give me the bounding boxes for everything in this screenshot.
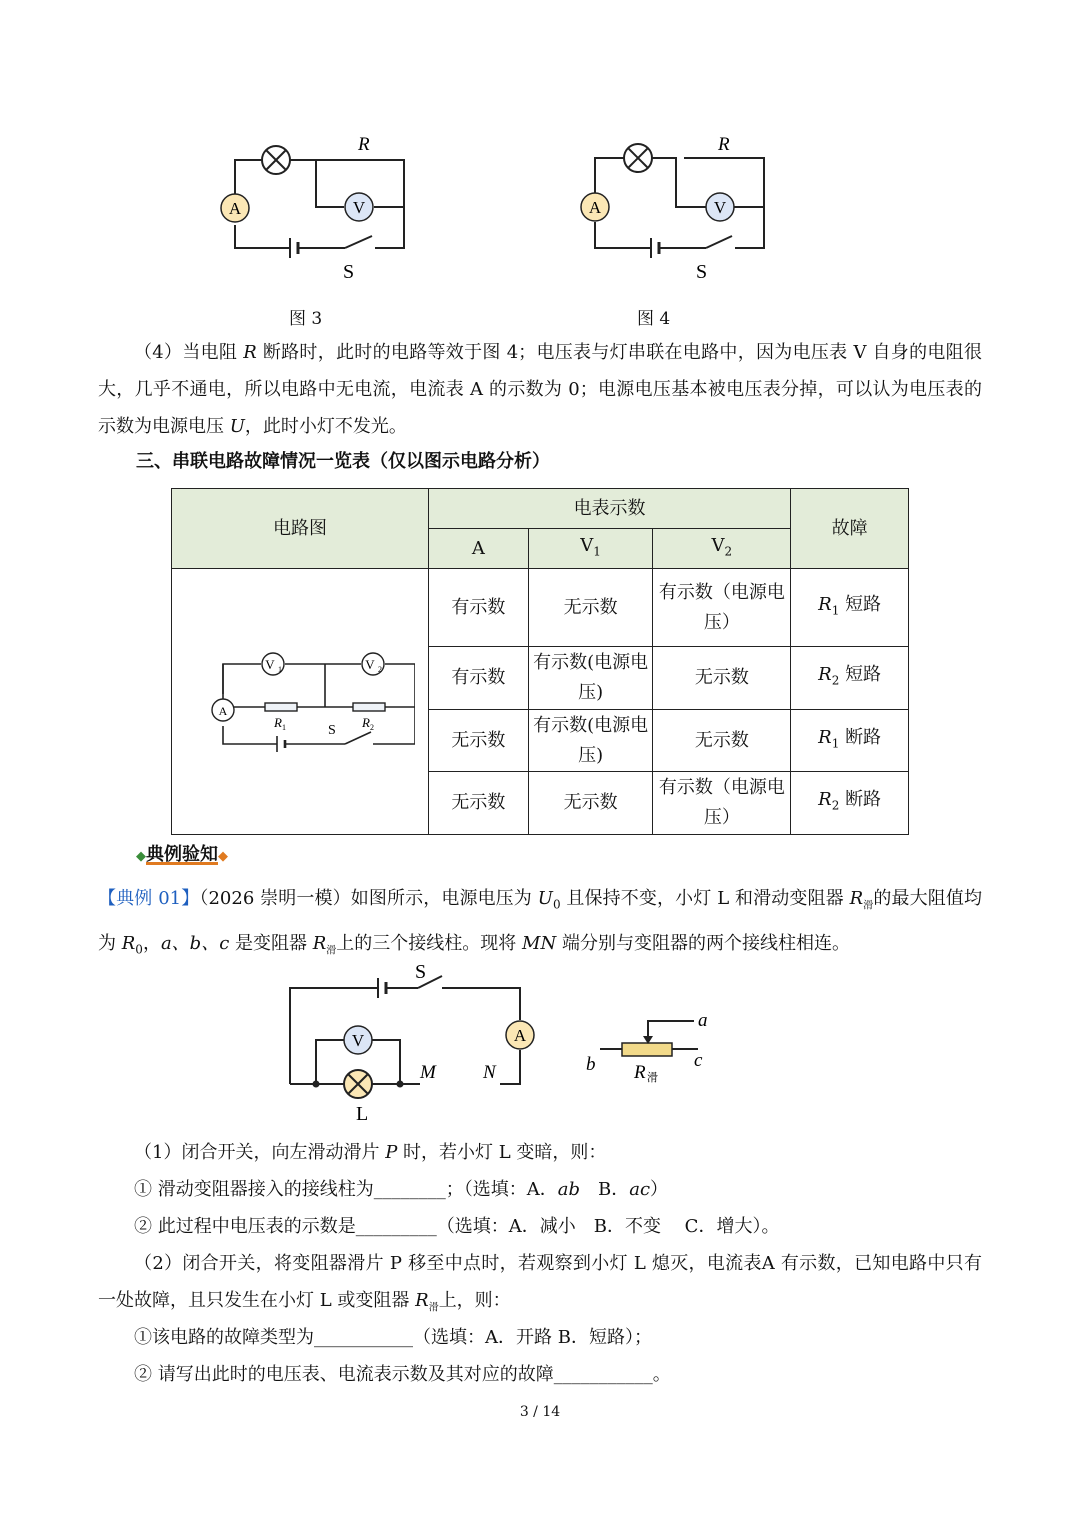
figure-3-circuit <box>200 125 430 295</box>
lamp-icon <box>344 1070 372 1098</box>
figure-4-caption: 图 4 <box>637 309 671 329</box>
svg-text:A: A <box>228 199 242 218</box>
svg-text:1: 1 <box>281 722 286 732</box>
example-badge: ◆典例验知◆ <box>136 844 228 865</box>
svg-text:A: A <box>218 703 228 718</box>
fault-table <box>171 488 909 835</box>
question-2-1: ①该电路的故障类型为___________（选填：A．开路 B．短路）； <box>134 1327 652 1348</box>
row4-V2: 有示数（电源电压） <box>653 772 791 835</box>
example-circuit <box>270 958 720 1128</box>
label-R: R <box>718 134 730 155</box>
label-S: S <box>415 961 427 983</box>
label-a: a <box>698 1010 708 1031</box>
question-1-intro: （1）闭合开关，向左滑动滑片 P 时，若小灯 L 变暗，则： <box>134 1142 607 1163</box>
svg-text:V: V <box>365 656 375 672</box>
header-A: A <box>428 529 528 569</box>
row2-V2: 无示数 <box>653 647 791 710</box>
voltmeter-icon <box>344 1026 372 1054</box>
question-2-2: ② 请写出此时的电压表、电流表示数及其对应的故障___________。 <box>134 1364 671 1385</box>
svg-text:V: V <box>352 198 366 217</box>
svg-text:R: R <box>273 714 282 730</box>
label-S: S <box>343 261 355 283</box>
row3-V2: 无示数 <box>653 710 791 772</box>
page-number: 3 / 14 <box>519 1404 561 1420</box>
row4-fault: $R_2$ 断路 <box>791 772 909 835</box>
header-V1: $V_1$ <box>528 529 653 569</box>
row4-V1: 无示数 <box>528 772 653 835</box>
row2-A: 有示数 <box>428 647 528 710</box>
label-R-slide: R <box>634 1062 646 1083</box>
lamp-icon <box>624 144 652 172</box>
label-b: b <box>586 1054 596 1075</box>
resistor-R2-icon <box>353 703 385 732</box>
series-circuit-diagram <box>185 622 415 772</box>
label-N: N <box>483 1062 496 1083</box>
row1-A: 有示数 <box>428 569 528 647</box>
label-L: L <box>356 1103 369 1125</box>
diamond-icon: ◆ <box>218 849 228 864</box>
label-R: R <box>358 134 370 155</box>
paragraph-4: （4）当电阻 R 断路时，此时的电路等效于图 4；电压表与灯串联在电路中，因为电压表 V 自身的电阻很大，几乎不通电，所以电路中无电流，电流表 A 的示数为 0；电源电压基本被电压表分掉，可以认为电压表的示数为电源电压 U，此时小灯不发光。 <box>98 342 982 437</box>
row3-A: 无示数 <box>428 710 528 772</box>
voltmeter-V2-icon <box>362 653 384 675</box>
question-2-intro: （2）闭合开关，将变阻器滑片 P 移至中点时，若观察到小灯 L 熄灭，电流表A 有示数，已知电路中只有一处故障，且只发生在小灯 L 或变阻器 $R_滑$上，则： <box>98 1253 982 1314</box>
voltmeter-V1-icon <box>262 653 284 675</box>
figure-4-circuit <box>560 125 790 295</box>
header-circuit: 电路图 <box>172 489 429 569</box>
svg-text:2: 2 <box>369 722 374 732</box>
lamp-icon <box>262 146 290 174</box>
svg-text:V: V <box>265 656 275 672</box>
voltmeter-icon <box>345 193 373 221</box>
row3-fault: $R_1$ 断路 <box>791 710 909 772</box>
question-1-2: ② 此过程中电压表的示数是_________（选填：A．减小 B．不变 C．增大）。 <box>134 1216 780 1237</box>
header-V2: $V_2$ <box>653 529 791 569</box>
row1-fault: $R_1$ 短路 <box>791 569 909 647</box>
row1-V2: 有示数（电源电压） <box>653 569 791 647</box>
svg-text:2: 2 <box>377 664 382 674</box>
label-R-slide-sub: 滑 <box>647 1072 658 1084</box>
header-meter: 电表示数 <box>428 489 790 529</box>
row1-V1: 无示数 <box>528 569 653 647</box>
svg-text:A: A <box>513 1026 527 1045</box>
svg-text:A: A <box>588 198 602 217</box>
table-circuit-cell <box>172 569 429 835</box>
question-1-1: ① 滑动变阻器接入的接线柱为________；（选填：A．ab B．ac） <box>134 1179 669 1200</box>
row4-A: 无示数 <box>428 772 528 835</box>
ammeter-icon <box>221 194 249 222</box>
row2-fault: $R_2$ 短路 <box>791 647 909 710</box>
figure-3-caption: 图 3 <box>289 309 323 329</box>
label-S: S <box>696 261 708 283</box>
label-M: M <box>420 1062 436 1083</box>
voltmeter-icon <box>706 193 734 221</box>
example-paragraph: 【典例 01】（2026 崇明一模）如图所示，电源电压为 $U_0$ 且保持不变，小灯 L 和滑动变阻器 $R_滑$的最大阻值均为 $R_0$，a、b、c 是变阻器 $R_滑$上的三个接线柱。现将 MN 端分别与变阻器的两个接线柱相连。 <box>98 888 983 957</box>
ammeter-icon <box>506 1021 534 1049</box>
ammeter-icon <box>212 699 234 721</box>
row3-V1: 有示数(电源电压) <box>528 710 653 772</box>
svg-text:V: V <box>351 1031 365 1050</box>
section-title: 三、串联电路故障情况一览表（仅以图示电路分析） <box>136 451 550 472</box>
label-c: c <box>694 1050 703 1071</box>
row2-V1: 有示数(电源电压) <box>528 647 653 710</box>
diamond-icon: ◆ <box>136 849 146 864</box>
resistor-R1-icon <box>265 703 297 732</box>
svg-text:V: V <box>713 198 727 217</box>
svg-text:R: R <box>361 714 370 730</box>
ammeter-icon <box>581 193 609 221</box>
svg-text:1: 1 <box>277 664 282 674</box>
rheostat-icon <box>600 1021 698 1056</box>
header-fault: 故障 <box>791 489 909 569</box>
label-S: S <box>327 722 336 738</box>
